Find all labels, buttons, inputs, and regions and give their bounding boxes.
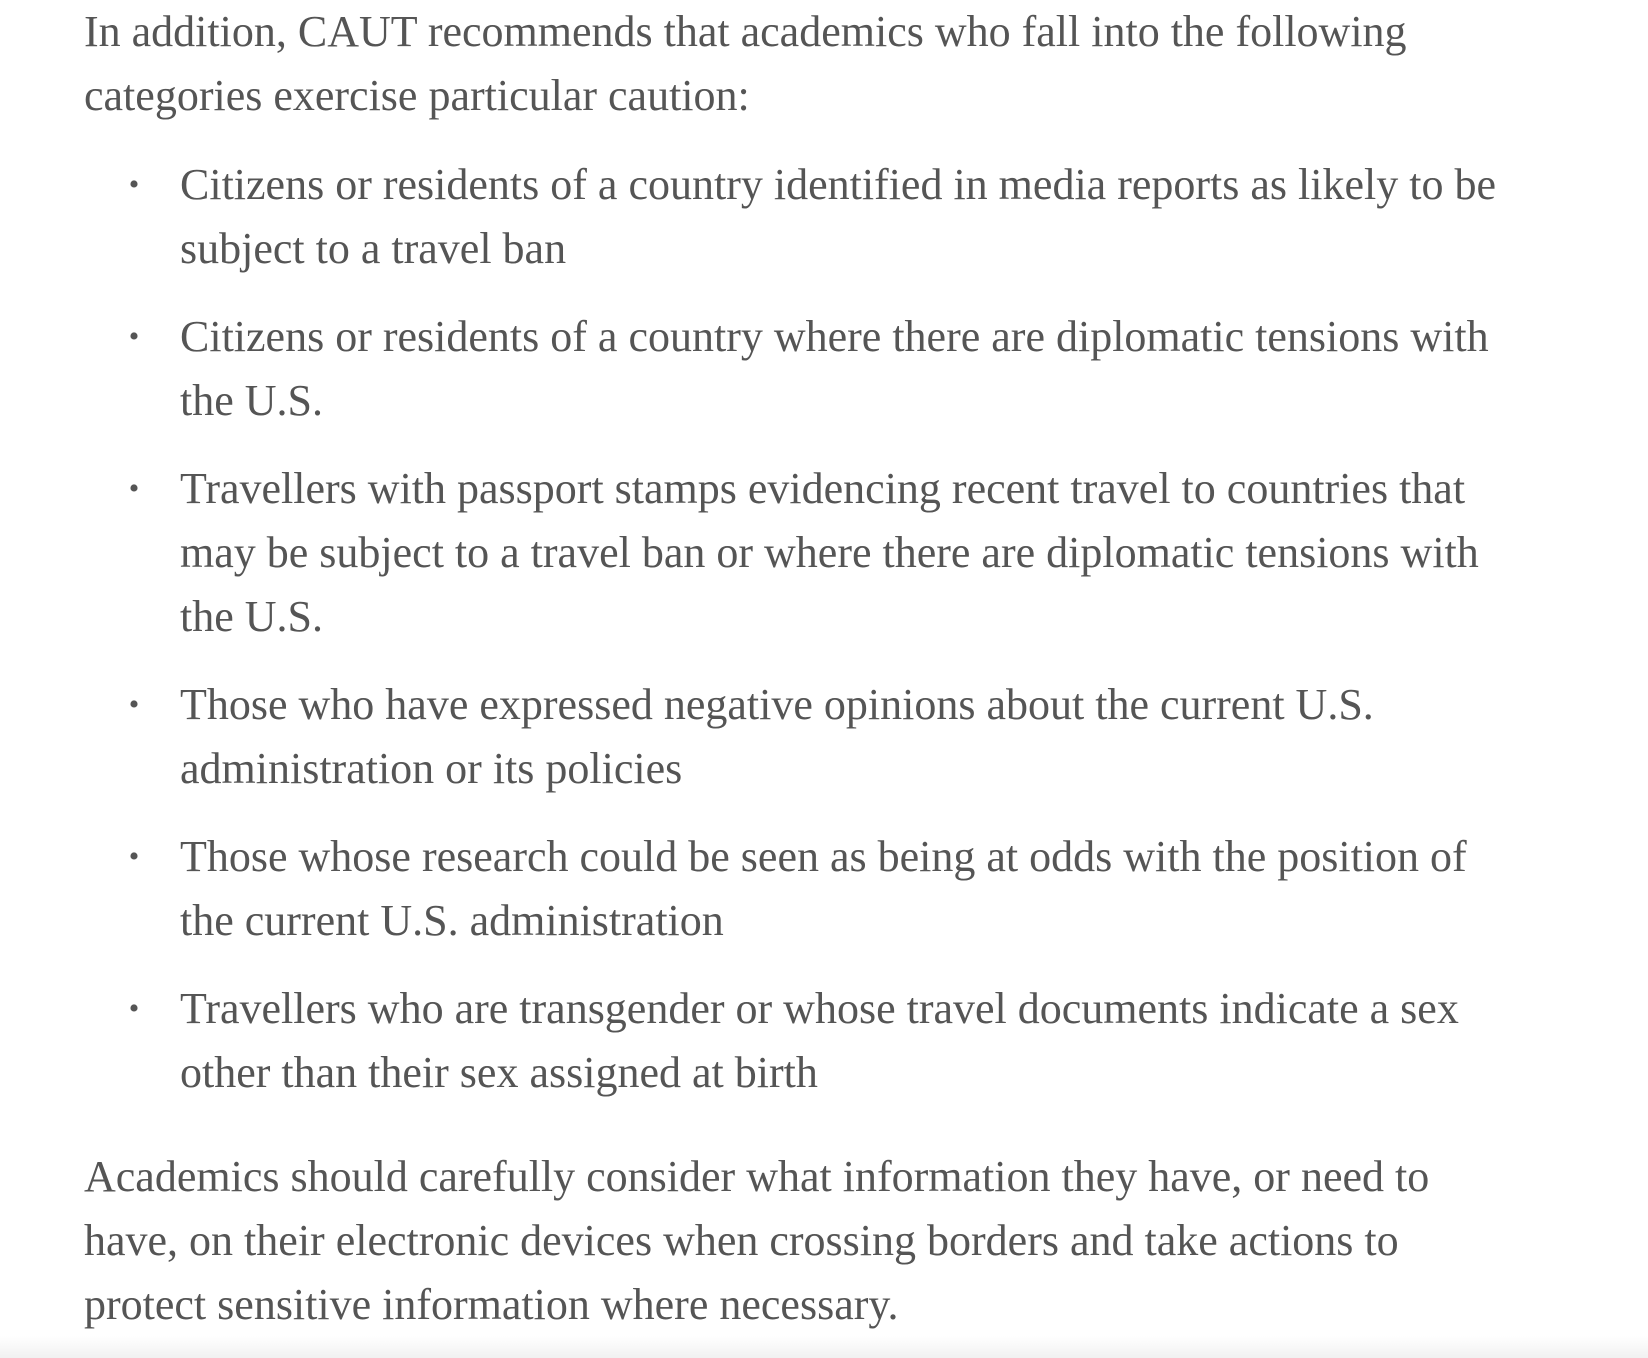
bullet-icon: • [128, 840, 140, 873]
intro-paragraph [84, 0, 1624, 128]
list-item-line: administration or its policies [180, 744, 683, 793]
list-item-text [180, 457, 1624, 649]
list-item-line: Those whose research could be seen as being at odds with the position of [180, 832, 1467, 881]
bullet-icon: • [128, 688, 140, 721]
closing-paragraph [84, 1129, 1624, 1337]
intro-line: categories exercise particular caution: [84, 71, 750, 120]
list-item-line: Travellers with passport stamps evidencing recent travel to countries that [180, 464, 1466, 513]
list-item [84, 457, 1624, 649]
list-item-line: the U.S. [180, 376, 323, 425]
closing-line: have, on their electronic devices when crossing borders and take actions to [84, 1216, 1399, 1265]
list-item-line: the U.S. [180, 592, 323, 641]
list-item [84, 673, 1624, 801]
list-item-text [180, 977, 1624, 1105]
list-item [84, 977, 1624, 1105]
bullet-icon: • [128, 168, 140, 201]
closing-line: protect sensitive information where necessary. [84, 1280, 899, 1329]
list-item-line: subject to a travel ban [180, 224, 567, 273]
list-item-line: Citizens or residents of a country where there are diplomatic tensions with [180, 312, 1489, 361]
list-item [84, 825, 1624, 953]
list-item-line: may be subject to a travel ban or where there are diplomatic tensions with [180, 528, 1479, 577]
list-item-line: Those who have expressed negative opinions about the current U.S. [180, 680, 1374, 729]
article-body [84, 0, 1624, 1337]
list-item-text [180, 153, 1624, 281]
list-item [84, 153, 1624, 281]
bottom-edge-shade [0, 1336, 1648, 1358]
list-item-text [180, 825, 1624, 953]
bullet-icon: • [128, 472, 140, 505]
list-item-line: Citizens or residents of a country identified in media reports as likely to be [180, 160, 1496, 209]
bullet-icon: • [128, 992, 140, 1025]
list-item [84, 305, 1624, 433]
list-item-line: Travellers who are transgender or whose travel documents indicate a sex [180, 984, 1459, 1033]
list-item-text [180, 305, 1624, 433]
closing-line: Academics should carefully consider what information they have, or need to [84, 1152, 1430, 1201]
bullet-icon: • [128, 320, 140, 353]
intro-line: In addition, CAUT recommends that academics who fall into the following [84, 7, 1407, 56]
list-item-line: other than their sex assigned at birth [180, 1048, 818, 1097]
list-item-line: the current U.S. administration [180, 896, 724, 945]
list-item-text [180, 673, 1624, 801]
caution-categories-list [84, 153, 1624, 1105]
